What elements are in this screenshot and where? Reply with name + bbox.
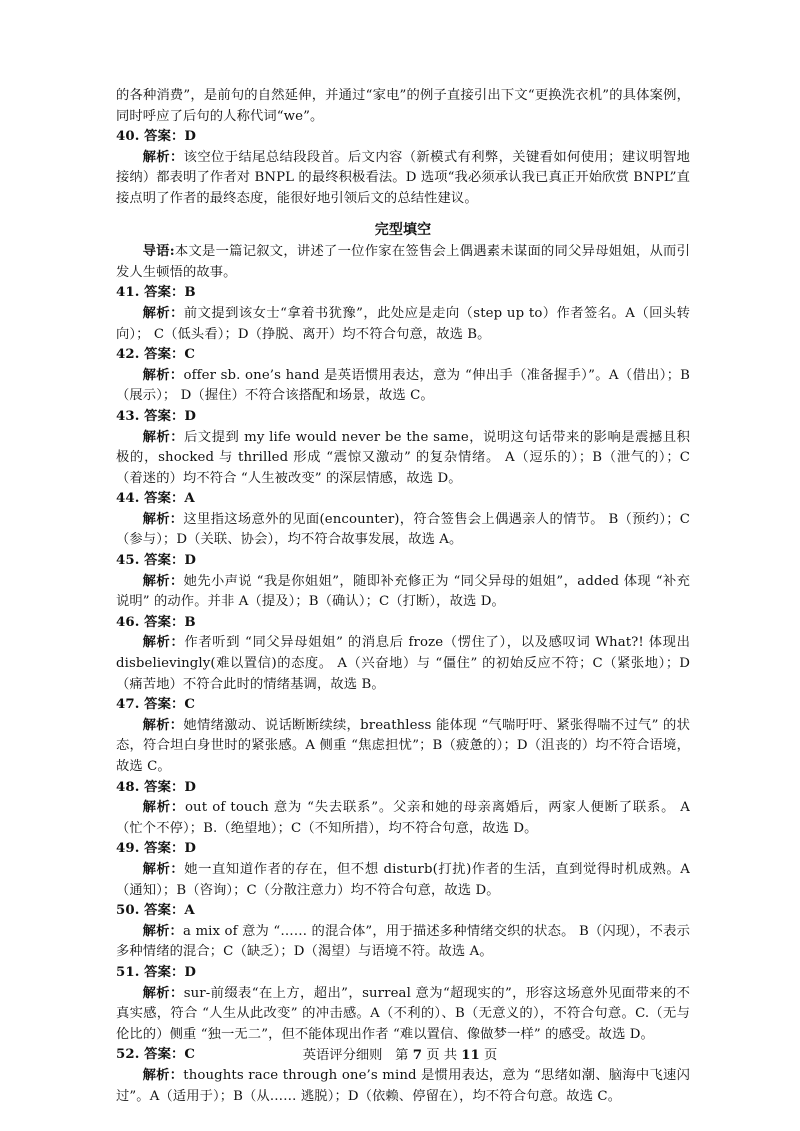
- answer-label: 答案：: [144, 779, 185, 795]
- explanation-text: 她先小声说 “我是你姐姐”，随即补充修正为 “同父异母的姐姐”，added 体现 “补充说明” 的动作。并非 A（提及）；B（确认）；C（打断），故选 D。: [116, 573, 690, 610]
- explanation: [116, 860, 690, 901]
- footer-page-total: 11: [461, 1048, 480, 1063]
- answer-item: [116, 551, 690, 613]
- answer-label: 答案：: [144, 841, 185, 857]
- answer-item: [116, 283, 690, 345]
- answer-label: 答案：: [144, 553, 185, 569]
- answer-label: 答案：: [144, 903, 185, 919]
- explanation-text: 作者听到 “同父异母姐姐” 的消息后 froze（愣住了），以及感叹词 What?! 体现出 disbelievingly(难以置信)的态度。 A（兴奋地）与 “僵住” 的初始反应不符；C（紧张地）；D（痛苦地）不符合此时的情绪基调，故选 B。: [116, 635, 690, 692]
- question-40: [116, 127, 690, 209]
- explanation-text: out of touch 意为 “失去联系”。父亲和她的母亲离婚后，两家人便断了联系。 A（忙个不停）；B.（绝望地）；C（不知所措），均不符合句意，故选 D。: [116, 800, 690, 836]
- explanation: [116, 716, 690, 778]
- question-number: 42.: [116, 347, 140, 363]
- section-intro: [116, 242, 690, 283]
- explanation: [116, 148, 690, 210]
- answer-line: [116, 963, 690, 984]
- explanation: [116, 366, 690, 407]
- question-number: 46.: [116, 614, 140, 630]
- answer-list: [116, 283, 690, 1107]
- answer-value: D: [184, 779, 197, 795]
- answer-line: [116, 778, 690, 799]
- answer-value: C: [184, 347, 196, 363]
- answer-label: 答案：: [144, 408, 185, 424]
- answer-item: [116, 839, 690, 901]
- answer-value: C: [184, 697, 196, 713]
- answer-item: [116, 901, 690, 963]
- answer-label: 答案：: [144, 491, 185, 507]
- answer-item: [116, 963, 690, 1045]
- explanation: [116, 922, 690, 963]
- question-number: 41.: [116, 285, 140, 301]
- question-number: 49.: [116, 841, 140, 857]
- answer-value: D: [184, 841, 197, 857]
- explanation-text: 她情绪激动、说话断断续续，breathless 能体现 “气喘吁吁、紧张得喘不过气” 的状态，符合坦白身世时的紧张感。A 侧重 “焦虑担忧”；B（疲惫的）；D（沮丧的）均不符合语境，故选 C。: [116, 717, 690, 774]
- answer-value: A: [184, 903, 195, 919]
- answer-label: 答案：: [144, 347, 185, 363]
- question-number: 51.: [116, 964, 140, 980]
- question-number: 44.: [116, 491, 140, 507]
- explanation-label: 解析：: [142, 861, 185, 877]
- question-number: 43.: [116, 408, 140, 424]
- answer-label: 答案：: [144, 285, 185, 301]
- answer-label: 答案：: [144, 1047, 185, 1063]
- explanation-text: thoughts race through one’s mind 是惯用表达，意为 “思绪如潮、脑海中飞速闪过”。A（适用于）；B（从…… 逃脱）；D（依赖、停留在），均不符合句意。故选 C。: [116, 1067, 690, 1104]
- explanation: [116, 428, 690, 490]
- answer-label: 答案：: [144, 964, 185, 980]
- explanation: [116, 304, 690, 345]
- question-number: 48.: [116, 779, 140, 795]
- answer-value: A: [184, 491, 195, 507]
- answer-item: [116, 489, 690, 551]
- page-footer: [0, 1046, 800, 1066]
- answer-value: C: [184, 1047, 196, 1063]
- explanation: [116, 633, 690, 695]
- explanation-label: 解析：: [142, 429, 185, 445]
- answer-line: [116, 489, 690, 510]
- explanation-label: 解析：: [142, 1067, 184, 1083]
- answer-line: [116, 551, 690, 572]
- question-number: 45.: [116, 553, 140, 569]
- section-title: 完型填空: [374, 221, 432, 238]
- explanation-text: offer sb. one’s hand 是英语惯用表达，意为 “伸出手（准备握手）”。A（借出）；B（展示）； D（握住）不符合该搭配和场景，故选 C。: [116, 367, 691, 404]
- answer-value: B: [184, 285, 196, 301]
- explanation-label: 解析：: [142, 985, 184, 1001]
- answer-value: D: [184, 553, 197, 569]
- page-content: [116, 86, 690, 1107]
- answer-item: [116, 695, 690, 777]
- explanation-label: 解析：: [142, 800, 185, 816]
- answer-value: D: [184, 408, 197, 424]
- explanation: [116, 510, 690, 551]
- question-number: 52.: [116, 1047, 140, 1063]
- explanation-text: 这里指这场意外的见面(encounter)，符合签售会上偶遇亲人的情节。 B（预约）；C（参与）；D（关联、协会），均不符合故事发展，故选 A。: [116, 511, 690, 548]
- answer-line: [116, 345, 690, 366]
- explanation-text: a mix of 意为 “…… 的混合体”，用于描述多种情绪交织的状态。 B（闪现），不表示多种情绪的混合；C（缺乏）；D（渴望）与语境不符。故选 A。: [116, 923, 690, 960]
- answer-item: [116, 345, 690, 407]
- section-intro-text: 本文是一篇记叙文，讲述了一位作家在签售会上偶遇素未谋面的同父异母姐姐，从而引发人生顿悟的故事。: [116, 244, 690, 280]
- answer-line: [116, 901, 690, 922]
- answer-label: 答案：: [144, 614, 185, 630]
- answer-value: D: [184, 964, 197, 980]
- explanation-label: 解析：: [142, 305, 184, 321]
- footer-title: 英语评分细则: [302, 1048, 383, 1063]
- footer-page-post: 页: [484, 1048, 498, 1063]
- question-number: 50.: [116, 903, 140, 919]
- explanation: [116, 798, 690, 839]
- explanation-text: 她一直知道作者的存在，但不想 disturb(打扰)作者的生活，直到觉得时机成熟。A（通知）；B（咨询）；C（分散注意力）均不符合句意，故选 D。: [116, 861, 690, 898]
- answer-line: [116, 613, 690, 634]
- explanation-label: 解析：: [142, 573, 184, 589]
- explanation-text: 后文提到 my life would never be the same，说明这句话带来的影响是震撼且积极的，shocked 与 thrilled 形成 “震惊又激动” 的复杂情绪。 A（逗乐的）；B（泄气的）；C（着迷的）均不符合 “人生被改变” 的深层情感，故选 D。: [116, 429, 690, 486]
- explanation: [116, 572, 690, 613]
- answer-line: [116, 283, 690, 304]
- explanation-label: 解析：: [142, 717, 184, 733]
- answer-label: 答案：: [144, 129, 185, 145]
- explanation-label: 解析：: [142, 367, 184, 383]
- footer-page-number: 7: [412, 1048, 422, 1063]
- answer-value: D: [184, 129, 197, 145]
- answer-item: [116, 613, 690, 695]
- explanation-label: 解析：: [142, 511, 184, 527]
- answer-line: [116, 127, 690, 148]
- answer-item: [116, 778, 690, 840]
- explanation-text: sur-前缀表“在上方，超出”，surreal 意为“超现实的”，形容这场意外见面带来的不真实感，符合 “人生从此改变” 的冲击感。A（不利的）、B（无意义的），不符合句意。C.（无与伦比的）侧重 “独一无二”，但不能体现出作者 “难以置信、像做梦一样” 的感受。故选 D。: [116, 985, 690, 1042]
- footer-page-mid: 页 共: [426, 1048, 458, 1063]
- explanation: [116, 984, 690, 1046]
- explanation-text: 前文提到该女士“拿着书犹豫”，此处应是走向（step up to）作者签名。A（回头转向）； C（低头看）；D（挣脱、离开）均不符合句意，故选 B。: [116, 305, 690, 342]
- answer-value: B: [184, 614, 196, 630]
- answer-line: [116, 407, 690, 428]
- explanation-text: 该空位于结尾总结段段首。后文内容（新模式有利弊，关键看如何使用；建议明智地接纳）都表明了作者对 BNPL 的最终积极看法。D 选项“我必须承认我已真正开始欣赏 BNPL”直接点明了作者的最终态度，能很好地引领后文的总结性建议。: [116, 149, 690, 206]
- answer-item: [116, 407, 690, 489]
- footer-page-pre: 第: [395, 1048, 409, 1063]
- explanation-label: 解析：: [142, 149, 184, 165]
- section-intro-label: 导语:: [142, 244, 175, 260]
- intro-paragraph: 的各种消费”，是前句的自然延伸，并通过“家电”的例子直接引出下文“更换洗衣机”的具体案例，同时呼应了后句的人称代词“we”。: [116, 88, 690, 124]
- answer-label: 答案：: [144, 697, 185, 713]
- question-number: 47.: [116, 697, 140, 713]
- explanation-label: 解析：: [142, 923, 184, 939]
- explanation: [116, 1066, 690, 1107]
- explanation-label: 解析：: [142, 635, 185, 651]
- answer-line: [116, 695, 690, 716]
- answer-line: [116, 839, 690, 860]
- question-number: 40.: [116, 129, 140, 145]
